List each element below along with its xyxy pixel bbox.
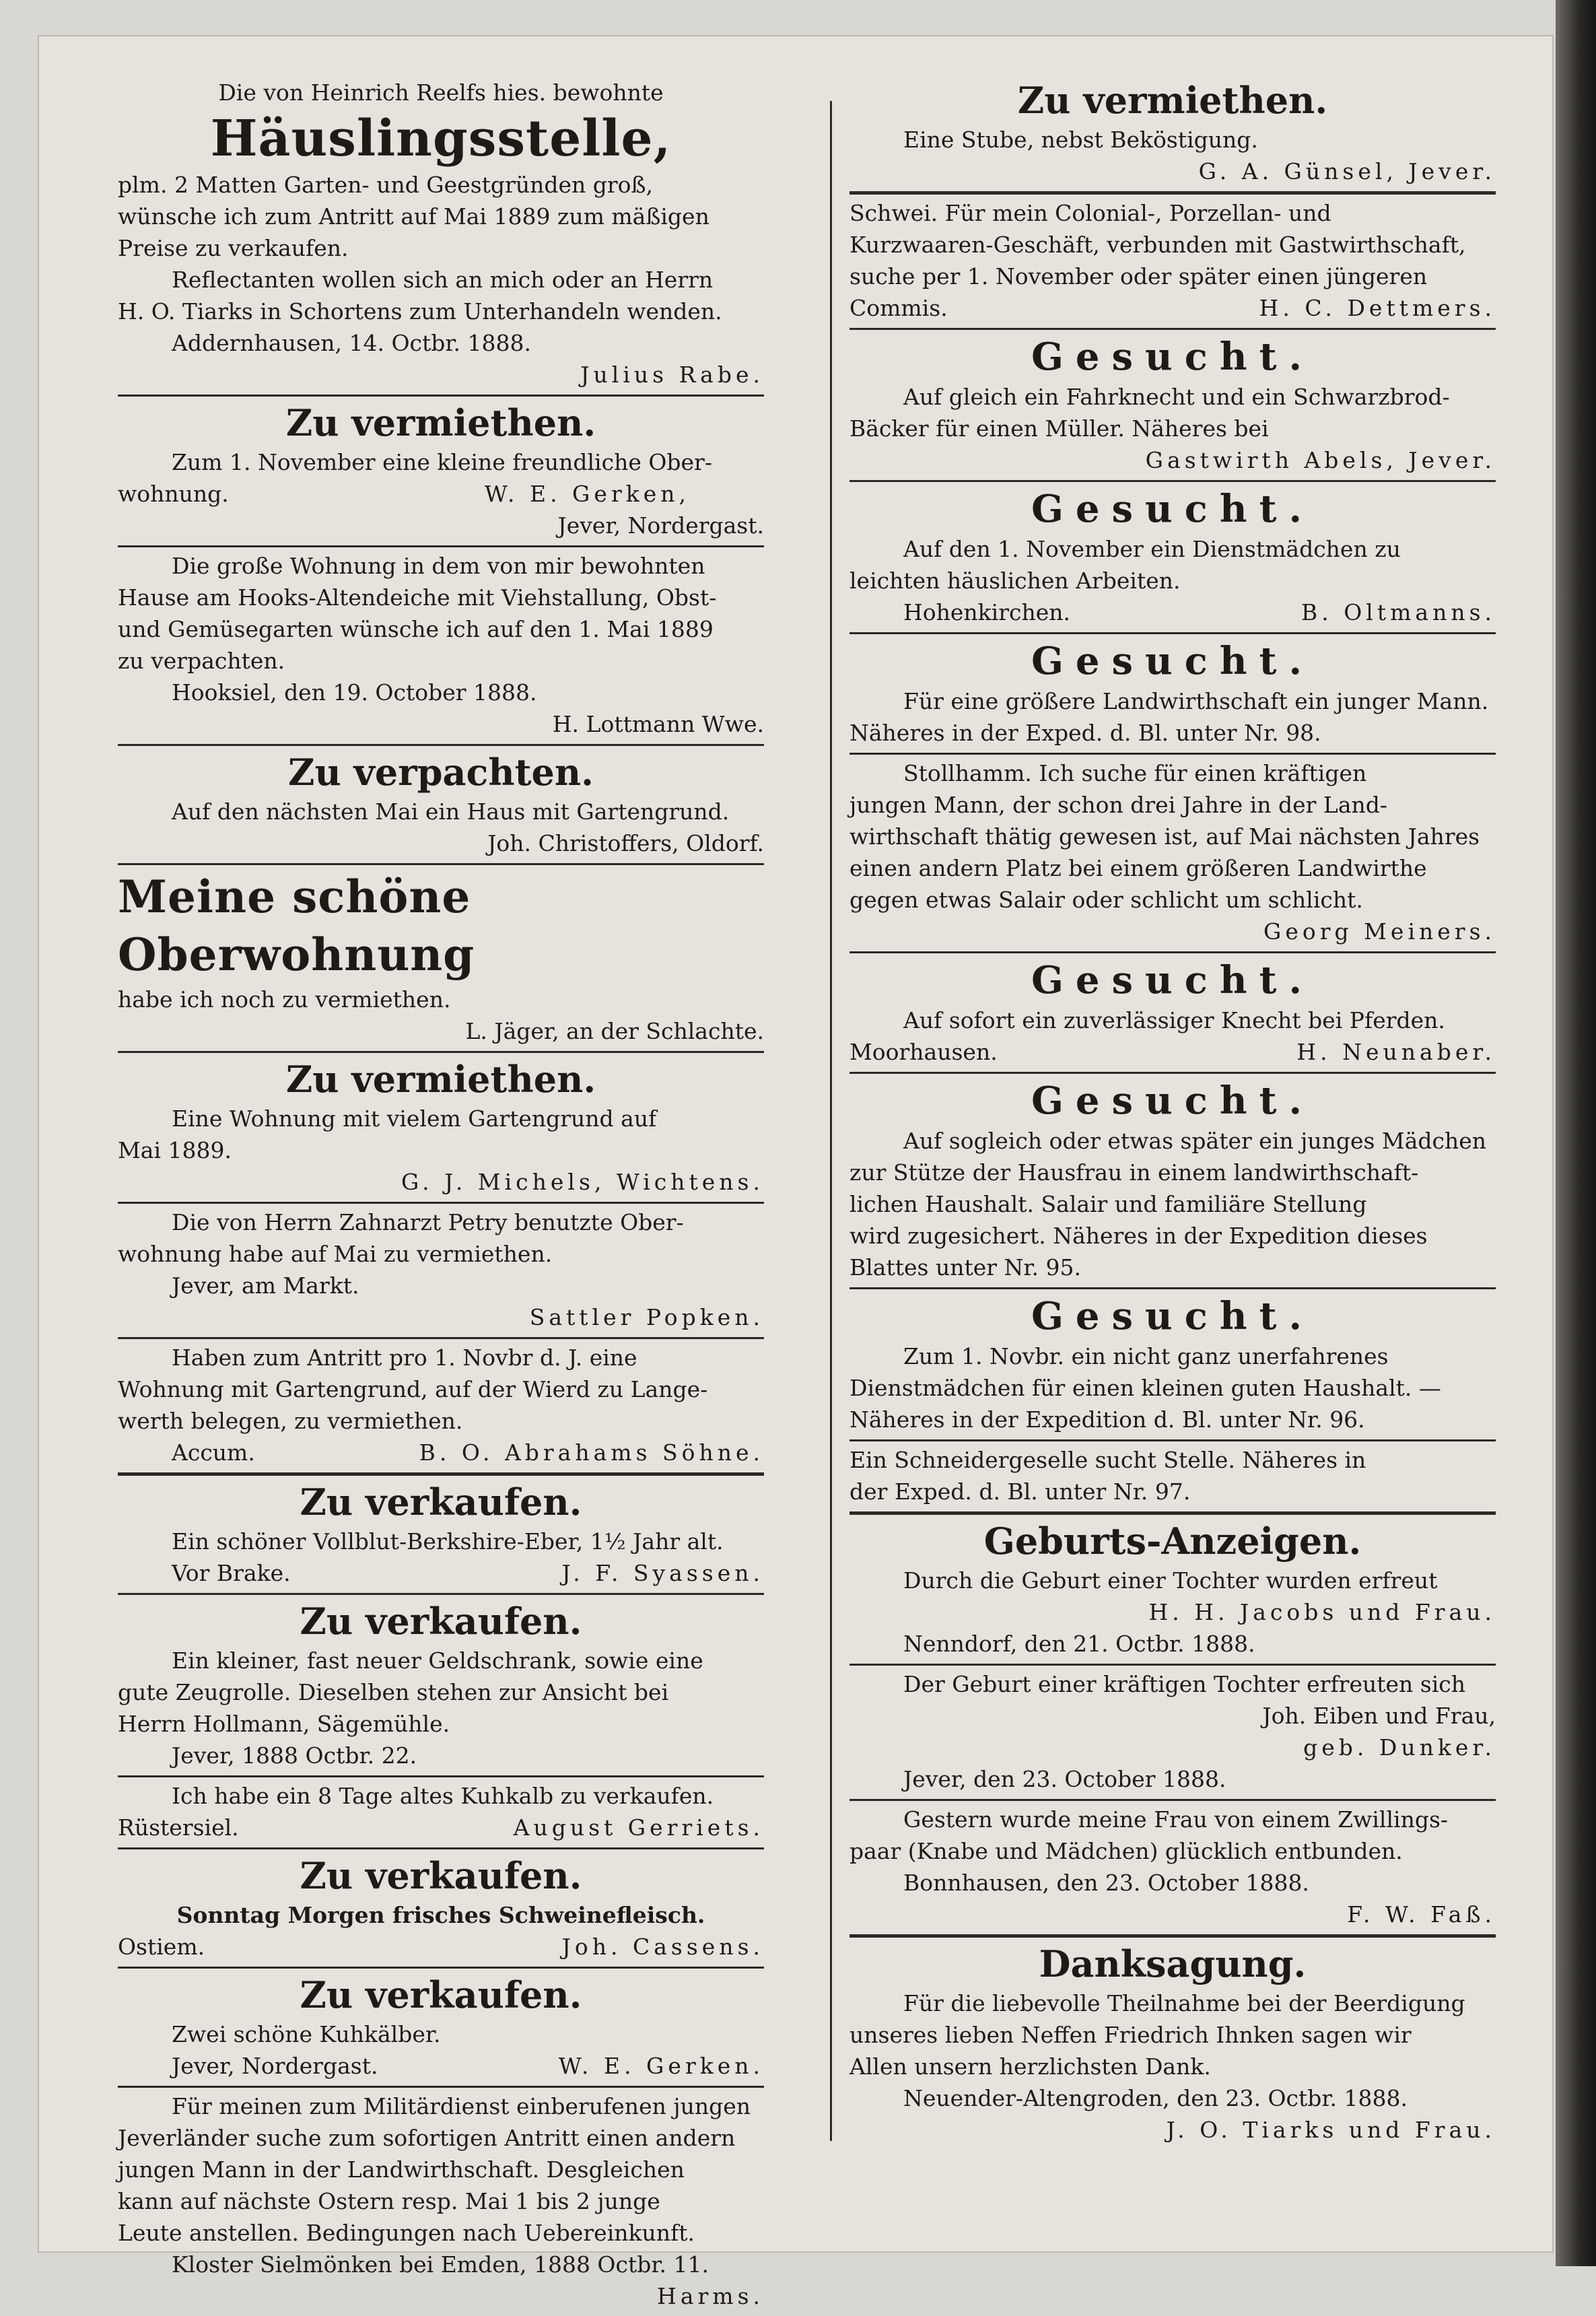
ad-signature: Joh. Eiben und Frau, bbox=[1262, 1703, 1496, 1729]
ad-line: Ein Schneidergeselle sucht Stelle. Näheres in bbox=[849, 1447, 1366, 1473]
ad-line: Preise zu verkaufen. bbox=[118, 235, 349, 261]
ad-line: Neuender-Altengroden, den 23. Octbr. 1888. bbox=[903, 2085, 1408, 2111]
ad-geburt-eiben bbox=[849, 1664, 1496, 1799]
ad-line: gegen etwas Salair oder schlicht um schlicht. bbox=[849, 887, 1363, 913]
ad-place: Rüstersiel. bbox=[118, 1814, 239, 1841]
ad-headline: Zu verkaufen. bbox=[300, 1600, 582, 1643]
ad-line: Zum 1. Novbr. ein nicht ganz unerfahrenes bbox=[903, 1343, 1389, 1369]
ad-line: Näheres in der Exped. d. Bl. unter Nr. 98. bbox=[849, 720, 1321, 746]
ad-line: wohnung. bbox=[118, 481, 229, 507]
ad-haeuslingsstelle bbox=[118, 74, 764, 395]
ad-signature-place: Jever, Nordergast. bbox=[557, 512, 764, 539]
ad-oberwohnung bbox=[118, 863, 764, 1051]
ad-line: Nenndorf, den 21. Octbr. 1888. bbox=[903, 1631, 1255, 1657]
ad-line: Hooksiel, den 19. October 1888. bbox=[172, 679, 537, 706]
ad-signature: H. C. Dettmers. bbox=[1259, 295, 1496, 321]
ad-line: Blattes unter Nr. 95. bbox=[849, 1254, 1082, 1281]
ad-headline: Danksagung. bbox=[1039, 1942, 1307, 1985]
ad-line: Ich habe ein 8 Tage altes Kuhkalb zu verkaufen. bbox=[172, 1783, 714, 1809]
ad-zu-verkaufen-geldschrank bbox=[118, 1593, 764, 1775]
ad-headline: Zu vermiethen. bbox=[285, 401, 596, 444]
ad-wohnung-langewerth bbox=[118, 1337, 764, 1472]
ad-line: Näheres in der Expedition d. Bl. unter Nr. 96. bbox=[849, 1406, 1365, 1433]
ad-line: wohnung habe auf Mai zu vermiethen. bbox=[118, 1241, 553, 1267]
ad-line: Gestern wurde meine Frau von einem Zwillings- bbox=[903, 1806, 1449, 1833]
ad-line: Stollhamm. Ich suche für einen kräftigen bbox=[903, 760, 1367, 786]
ad-line: Auf gleich ein Fahrknecht und ein Schwarzbrod- bbox=[903, 384, 1450, 410]
ad-line: Eine Wohnung mit vielem Gartengrund auf bbox=[172, 1105, 657, 1132]
ad-signature: G. J. Michels, Wichtens. bbox=[401, 1169, 764, 1195]
ad-signature: G. A. Günsel, Jever. bbox=[1198, 158, 1496, 184]
ad-signature: B. O. Abrahams Söhne. bbox=[419, 1439, 764, 1466]
ad-gesucht-junger-mann bbox=[849, 632, 1496, 753]
ad-line: werth belegen, zu vermiethen. bbox=[118, 1408, 463, 1434]
ad-kuhkalb bbox=[118, 1775, 764, 1847]
ad-line: einen andern Platz bei einem größeren Landwirthe bbox=[849, 855, 1427, 881]
ad-line: plm. 2 Matten Garten- und Geestgründen groß, bbox=[118, 172, 654, 198]
ad-line: Wohnung mit Gartengrund, auf der Wierd zu Lange- bbox=[118, 1376, 708, 1402]
ad-signature: geb. Dunker. bbox=[1303, 1734, 1496, 1761]
ad-headline: Gesucht. bbox=[1031, 1294, 1314, 1338]
ad-line: Bäcker für einen Müller. Näheres bei bbox=[849, 415, 1269, 442]
ad-line: H. O. Tiarks in Schortens zum Unterhandeln wenden. bbox=[118, 298, 722, 325]
ad-signature: L. Jäger, an der Schlachte. bbox=[465, 1018, 764, 1044]
ad-line: Durch die Geburt einer Tochter wurden erfreut bbox=[903, 1567, 1438, 1594]
ad-line: der Exped. d. Bl. unter Nr. 97. bbox=[849, 1478, 1191, 1505]
ad-line: Jever, am Markt. bbox=[172, 1272, 359, 1299]
ad-line: wirthschaft thätig gewesen ist, auf Mai nächsten Jahres bbox=[849, 823, 1480, 850]
ad-commis-gesucht bbox=[849, 191, 1496, 328]
ad-signature: H. H. Jacobs und Frau. bbox=[1148, 1599, 1496, 1625]
ad-gesucht-maedchen bbox=[849, 1072, 1496, 1287]
ad-zu-verkaufen-schweinefleisch bbox=[118, 1847, 764, 1967]
ad-stube-vermiethen bbox=[849, 74, 1496, 191]
ad-signature: Sattler Popken. bbox=[529, 1304, 764, 1330]
right-column bbox=[849, 74, 1496, 2150]
ad-line: Zwei schöne Kuhkälber. bbox=[172, 2021, 441, 2047]
ad-place: Hohenkirchen. bbox=[903, 599, 1071, 625]
ad-signature: Joh. Christoffers, Oldorf. bbox=[487, 830, 764, 856]
ad-line: Leute anstellen. Bedingungen nach Uebereinkunft. bbox=[118, 2220, 695, 2246]
ad-line: Jever, 1888 Octbr. 22. bbox=[172, 1742, 417, 1769]
ad-headline: Gesucht. bbox=[1031, 335, 1314, 379]
ad-line: leichten häuslichen Arbeiten. bbox=[849, 568, 1181, 594]
ad-line: wird zugesichert. Näheres in der Expedition dieses bbox=[849, 1223, 1428, 1249]
ad-line: Reflectanten wollen sich an mich oder an Herrn bbox=[172, 267, 714, 293]
ad-signature: H. Neunaber. bbox=[1296, 1039, 1496, 1065]
ad-headline: Zu verkaufen. bbox=[300, 1973, 582, 2016]
ad-signature: Julius Rabe. bbox=[580, 362, 764, 388]
ad-line: Jever, den 23. October 1888. bbox=[903, 1766, 1226, 1792]
ad-line: Herrn Hollmann, Sägemühle. bbox=[118, 1711, 450, 1737]
ad-sielmoenken bbox=[118, 2086, 764, 2316]
ad-zu-vermiethen-2 bbox=[118, 1051, 764, 1202]
ad-line: jungen Mann, der schon drei Jahre in der Land- bbox=[849, 792, 1388, 818]
ad-place: Accum. bbox=[172, 1439, 255, 1466]
ad-signature: W. E. Gerken. bbox=[558, 2053, 764, 2079]
ad-zu-vermiethen-1 bbox=[118, 395, 764, 545]
ad-headline: Geburts-Anzeigen. bbox=[983, 1520, 1362, 1563]
ad-line: Jeverländer suche zum sofortigen Antritt einen andern bbox=[118, 2125, 736, 2151]
ad-line: Mai 1889. bbox=[118, 1137, 232, 1163]
ad-headline: Gesucht. bbox=[1031, 639, 1314, 683]
ad-line: Auf den nächsten Mai ein Haus mit Gartengrund. bbox=[172, 798, 730, 825]
ad-zu-verpachten bbox=[118, 744, 764, 863]
ad-danksagung bbox=[849, 1934, 1496, 2150]
ad-line: Schwei. Für mein Colonial-, Porzellan- und bbox=[849, 200, 1331, 226]
ad-place: Vor Brake. bbox=[172, 1560, 291, 1586]
ad-wohnung-verpachten bbox=[118, 545, 764, 744]
ad-oberwohnung-petry bbox=[118, 1202, 764, 1337]
ad-line: Für eine größere Landwirthschaft ein junger Mann. bbox=[903, 688, 1489, 714]
ad-line: jungen Mann in der Landwirthschaft. Desgleichen bbox=[118, 2156, 685, 2183]
ad-line: Für die liebevolle Theilnahme bei der Beerdigung bbox=[903, 1990, 1465, 2016]
ad-zu-verkaufen-kuhkaelber bbox=[118, 1967, 764, 2086]
ad-gesucht-dienstmaedchen-2 bbox=[849, 1287, 1496, 1439]
ad-line: lichen Haushalt. Salair und familiäre Stellung bbox=[849, 1191, 1367, 1217]
ad-line: Die von Herrn Zahnarzt Petry benutzte Ober- bbox=[172, 1209, 684, 1235]
page-edge-shadow bbox=[1556, 0, 1596, 2266]
ad-stollhamm bbox=[849, 753, 1496, 951]
ad-headline: Zu verkaufen. bbox=[300, 1480, 582, 1524]
ad-line: Allen unsern herzlichsten Dank. bbox=[849, 2053, 1211, 2080]
ad-signature: H. Lottmann Wwe. bbox=[552, 711, 764, 737]
ad-line: suche per 1. November oder später einen jüngeren bbox=[849, 263, 1428, 290]
ad-line: wünsche ich zum Antritt auf Mai 1889 zum mäßigen bbox=[118, 203, 709, 230]
ad-signature: Harms. bbox=[657, 2283, 764, 2309]
ad-line: Kurzwaaren-Geschäft, verbunden mit Gastwirthschaft, bbox=[849, 232, 1466, 258]
ad-signature: Georg Meiners. bbox=[1263, 918, 1496, 945]
ad-line: habe ich noch zu vermiethen. bbox=[118, 986, 451, 1013]
ad-place: Ostiem. bbox=[118, 1934, 205, 1960]
ad-line: Ein schöner Vollblut-Berkshire-Eber, 1½ Jahr alt. bbox=[172, 1528, 724, 1555]
ad-line: Die große Wohnung in dem von mir bewohnten bbox=[172, 553, 705, 579]
ad-gesucht-fahrknecht bbox=[849, 328, 1496, 480]
ad-place: Moorhausen. bbox=[849, 1039, 998, 1065]
ad-line: Ein kleiner, fast neuer Geldschrank, sowie eine bbox=[172, 1647, 703, 1674]
ad-line: Sonntag Morgen frisches Schweinefleisch. bbox=[176, 1902, 705, 1928]
ad-gesucht-knecht bbox=[849, 951, 1496, 1072]
ad-headline: Meine schöne Oberwohnung bbox=[118, 871, 475, 981]
ad-line: kann auf nächste Ostern resp. Mai 1 bis 2 junge bbox=[118, 2188, 660, 2214]
ad-line: Haben zum Antritt pro 1. Novbr d. J. eine bbox=[172, 1344, 637, 1371]
left-column bbox=[118, 74, 764, 2316]
ad-headline: Zu vermiethen. bbox=[1017, 79, 1328, 122]
ad-line: Commis. bbox=[849, 295, 948, 321]
ad-line: Auf den 1. November ein Dienstmädchen zu bbox=[903, 536, 1401, 562]
ad-line: Auf sofort ein zuverlässiger Knecht bei Pferden. bbox=[903, 1007, 1445, 1033]
ad-gesucht-dienstmaedchen-1 bbox=[849, 480, 1496, 632]
ad-line: und Gemüsegarten wünsche ich auf den 1. Mai 1889 bbox=[118, 616, 714, 642]
ad-line: gute Zeugrolle. Dieselben stehen zur Ansicht bei bbox=[118, 1679, 669, 1705]
ad-line: Addernhausen, 14. Octbr. 1888. bbox=[172, 330, 532, 356]
ad-schneidergeselle bbox=[849, 1439, 1496, 1511]
ad-geburt-jacobs bbox=[849, 1511, 1496, 1664]
ad-headline: Gesucht. bbox=[1031, 1079, 1314, 1123]
ad-signature: F. W. Faß. bbox=[1347, 1901, 1496, 1928]
ad-line: Zum 1. November eine kleine freundliche Ober- bbox=[172, 449, 712, 475]
ad-signature: August Gerriets. bbox=[513, 1814, 764, 1841]
ad-zwillinge bbox=[849, 1799, 1496, 1934]
column-divider bbox=[830, 101, 832, 2141]
ad-headline: Gesucht. bbox=[1031, 958, 1314, 1002]
ad-line: Dienstmädchen für einen kleinen guten Haushalt. — bbox=[849, 1375, 1441, 1401]
ad-line: Der Geburt einer kräftigen Tochter erfreuten sich bbox=[903, 1671, 1465, 1697]
ad-signature: W. E. Gerken, bbox=[484, 481, 690, 507]
ad-headline: Häuslingsstelle, bbox=[210, 110, 672, 168]
ad-signature: J. O. Tiarks und Frau. bbox=[1166, 2117, 1496, 2143]
ad-line: Für meinen zum Militärdienst einberufenen jungen bbox=[172, 2093, 751, 2119]
ad-headline: Gesucht. bbox=[1031, 487, 1314, 531]
ad-line: Auf sogleich oder etwas später ein junges Mädchen bbox=[903, 1128, 1487, 1154]
ad-line: zur Stütze der Hausfrau in einem landwirthschaft- bbox=[849, 1159, 1419, 1186]
ad-headline: Zu verpachten. bbox=[288, 751, 594, 794]
ad-line: Die von Heinrich Reelfs hies. bewohnte bbox=[218, 79, 664, 106]
ad-place: Jever, Nordergast. bbox=[172, 2053, 378, 2079]
ad-line: paar (Knabe und Mädchen) glücklich entbunden. bbox=[849, 1838, 1403, 1864]
ad-line: unseres lieben Neffen Friedrich Ihnken sagen wir bbox=[849, 2022, 1412, 2048]
ad-zu-verkaufen-eber bbox=[118, 1472, 764, 1593]
ad-signature: B. Oltmanns. bbox=[1301, 599, 1496, 625]
ad-line: zu verpachten. bbox=[118, 648, 285, 674]
ad-headline: Zu vermiethen. bbox=[285, 1058, 596, 1101]
ad-line: Bonnhausen, den 23. October 1888. bbox=[903, 1870, 1309, 1896]
ad-signature: J. F. Syassen. bbox=[561, 1560, 764, 1586]
ad-line: Hause am Hooks-Altendeiche mit Viehstallung, Obst- bbox=[118, 584, 717, 611]
ad-signature: Gastwirth Abels, Jever. bbox=[1145, 447, 1496, 473]
ad-line: Eine Stube, nebst Beköstigung. bbox=[903, 127, 1258, 153]
ad-signature: Joh. Cassens. bbox=[561, 1934, 764, 1960]
ad-headline: Zu verkaufen. bbox=[300, 1854, 582, 1897]
ad-line: Kloster Sielmönken bei Emden, 1888 Octbr. 11. bbox=[172, 2251, 709, 2278]
